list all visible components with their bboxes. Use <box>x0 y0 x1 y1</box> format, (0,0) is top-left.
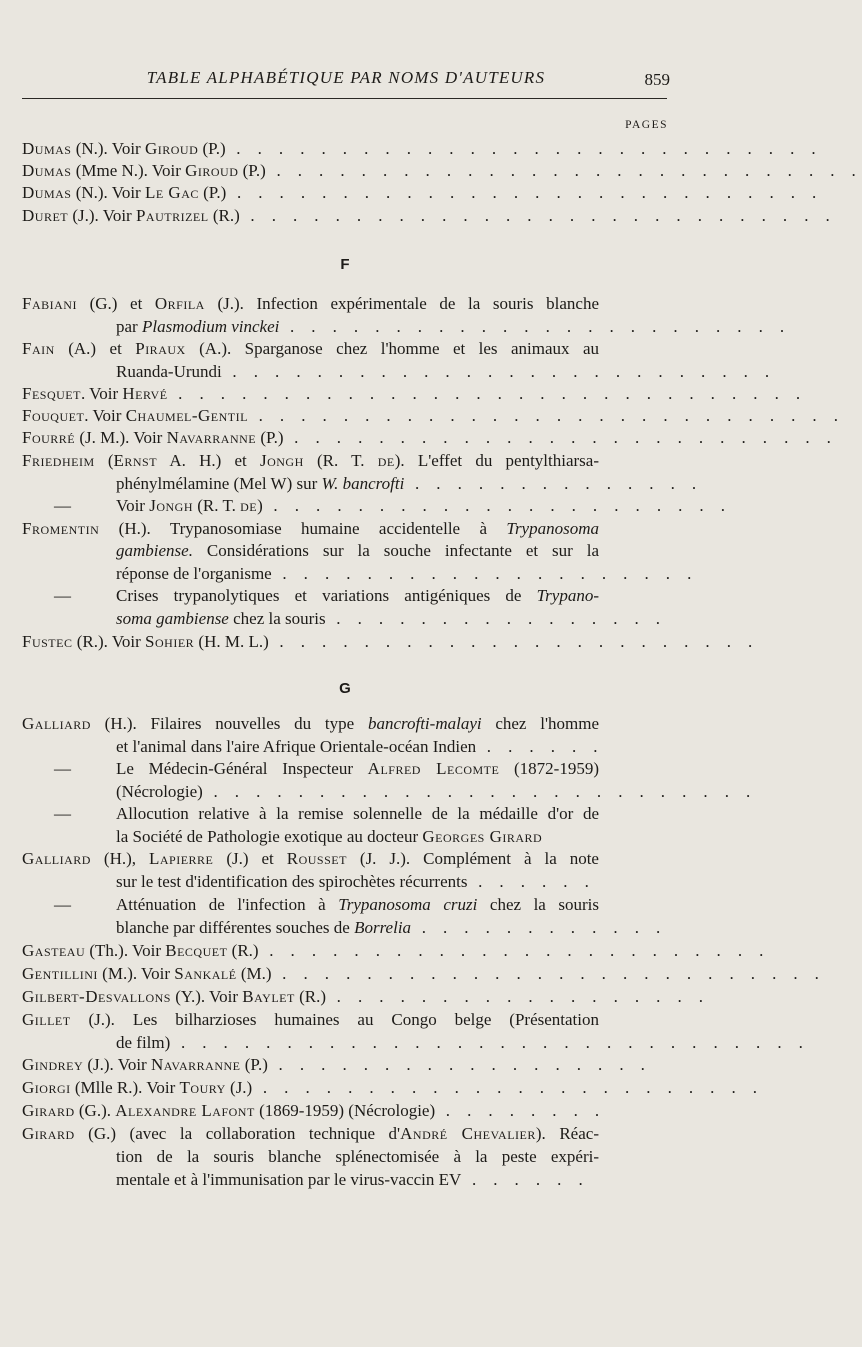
running-title: TABLE ALPHABÉTIQUE PAR NOMS D'AUTEURS <box>146 68 546 87</box>
leader-dots: . . . . . . . . . . . . . . . . . . . . . . <box>262 496 732 515</box>
index-entry: Fourré (J. M.). Voir Navarranne (P.) . . . . . . . . . . . . . . . . . . . . . . . . . . <box>22 428 838 447</box>
leader-dots: . . . . . . . . . . . . . . . . . . . . . . . . . . <box>283 428 838 447</box>
index-entry-continuation: (Nécrologie) . . . . . . . . . . . . . . . . . . . . . . . . . . <box>116 782 757 801</box>
leader-dots: . . . . . . . . . . . . . . . . . . . . . . . . . . . . . . <box>167 384 807 403</box>
leader-dots: . . . . . . <box>467 872 596 891</box>
leader-dots: . . . . . . . . . . . . . . . . . . . . . . . . . . . . . . <box>170 1033 810 1052</box>
index-subentry: — Voir Jongh (R. T. de) . . . . . . . . . . . . . . . . . . . . . . <box>54 496 732 515</box>
index-subentry: — Crises trypanolytiques et variations antigéniques de Trypano- <box>54 586 599 605</box>
leader-dots: . . . . . . . . . . . . . . . . . . . . . . . . <box>252 1078 764 1097</box>
index-entry: Gentillini (M.). Voir Sankalé (M.) . . . . . . . . . . . . . . . . . . . . . . . . . . <box>22 964 826 983</box>
header-rule <box>22 98 667 99</box>
leader-dots: . . . . . . . . . . . . . . . . . . . . . . . . . . . . <box>265 161 862 180</box>
index-entry: Fain (A.) et Piraux (A.). Sparganose chez l'homme et les animaux au <box>22 339 599 358</box>
index-entry: Gilbert-Desvallons (Y.). Voir Baylet (R.) . . . . . . . . . . . . . . . . . . <box>22 987 710 1006</box>
index-entry-continuation: réponse de l'organisme . . . . . . . . . . . . . . . . . . . . <box>116 564 698 583</box>
section-letter-f: F <box>340 256 350 273</box>
index-entry: Girard (G.). Alexandre Lafont (1869-1959) (Nécrologie) . . . . . . . . <box>22 1101 606 1120</box>
index-entry: Galliard (H.), Lapierre (J.) et Rousset (J. J.). Complément à la note <box>22 849 599 868</box>
index-entry-continuation: et l'animal dans l'aire Afrique Orientale-océan Indien . . . . . . <box>116 737 604 756</box>
leader-dots: . . . . . . . . . . . . . . . . . . . . . . . . <box>258 941 770 960</box>
leader-dots: . . . . . . . . . . . . . . . . . . . . <box>271 564 698 583</box>
index-entry: Dumas (N.). Voir Giroud (P.) . . . . . . . . . . . . . . . . . . . . . . . . . . . . <box>22 139 823 158</box>
leader-dots: . . . . . . . . . . . . . . . . . . . . . . . . . . <box>221 362 776 381</box>
index-entry: Giorgi (Mlle R.). Voir Toury (J.) . . . . . . . . . . . . . . . . . . . . . . . . <box>22 1078 764 1097</box>
leader-dots: . . . . . . . . . . . . . . . . . . . . . . . . . . <box>202 782 757 801</box>
index-entry: Fabiani (G.) et Orfila (J.). Infection expérimentale de la souris blanche <box>22 294 599 313</box>
index-entry: Gasteau (Th.). Voir Becquet (R.) . . . . . . . . . . . . . . . . . . . . . . . . <box>22 941 770 960</box>
index-entry: Girard (G.) (avec la collaboration technique d'André Chevalier). Réac- <box>22 1124 599 1143</box>
index-entry: Fouquet. Voir Chaumel-Gentil . . . . . . . . . . . . . . . . . . . . . . . . . . . . <box>22 406 845 425</box>
index-entry-continuation: Ruanda-Urundi . . . . . . . . . . . . . . . . . . . . . . . . . . <box>116 362 776 381</box>
index-entry: Fustec (R.). Voir Sohier (H. M. L.) . . . . . . . . . . . . . . . . . . . . . . . <box>22 632 759 651</box>
leader-dots: . . . . . . . . . . . . . . . . . . . . . . . . . . . . <box>239 206 837 225</box>
index-entry-continuation: de film) . . . . . . . . . . . . . . . . . . . . . . . . . . . . . . <box>116 1033 810 1052</box>
index-entry: Galliard (H.). Filaires nouvelles du type bancrofti-malayi chez l'homme <box>22 714 600 733</box>
leader-dots: . . . . . . . . . . . . . . . . . . . . . . . . <box>279 317 791 336</box>
leader-dots: . . . . . . . . . . . . . . . . . . <box>326 987 710 1006</box>
index-entry-continuation: sur le test d'identification des spirochètes récurrents . . . . . . <box>116 872 596 891</box>
leader-dots: . . . . . . . . . . . . . . . . <box>325 609 667 628</box>
index-entry-continuation: gambiense. Considérations sur la souche infectante et sur la <box>116 541 599 560</box>
index-entry-continuation: blanche par différentes souches de Borrelia . . . . . . . . . . . . <box>116 918 667 937</box>
index-entry: Fesquet. Voir Hervé . . . . . . . . . . . . . . . . . . . . . . . . . . . . . . <box>22 384 807 403</box>
leader-dots: . . . . . . . . . . . . . . . . . . . . . . . . . . <box>271 964 826 983</box>
section-letter-g: G <box>339 680 351 697</box>
leader-dots: . . . . . . . . . . . . . . . . . . . . . . . <box>268 632 759 651</box>
index-entry-continuation: la Société de Pathologie exotique au docteur Georges Girard <box>116 827 543 846</box>
index-entry: Friedheim (Ernst A. H.) et Jongh (R. T. de). L'effet du pentylthiarsa- <box>22 451 599 470</box>
leader-dots: . . . . . . . . . . . . <box>411 918 667 937</box>
page-number: 859 <box>644 70 670 89</box>
leader-dots: . . . . . . . . . . . . . . . . . . . . . . . . . . . . <box>225 139 823 158</box>
index-entry: Dumas (N.). Voir Le Gac (P.) . . . . . . . . . . . . . . . . . . . . . . . . . . . . <box>22 183 823 202</box>
index-entry: Dumas (Mme N.). Voir Giroud (P.) . . . . . . . . . . . . . . . . . . . . . . . . . . . . <box>22 161 862 180</box>
index-entry-continuation: par Plasmodium vinckei . . . . . . . . . . . . . . . . . . . . . . . . <box>116 317 791 336</box>
index-entry: Fromentin (H.). Trypanosomiase humaine accidentelle à Trypanosoma <box>22 519 599 538</box>
leader-dots: . . . . . . . . . . . . . . <box>404 474 703 493</box>
page-header <box>22 68 670 98</box>
index-entry: Gindrey (J.). Voir Navarranne (P.) . . . . . . . . . . . . . . . . . . <box>22 1055 652 1074</box>
leader-dots: . . . . . . . . . . . . . . . . . . . . . . . . . . . . <box>226 183 823 202</box>
leader-dots: . . . . . . <box>476 737 604 756</box>
index-entry: Duret (J.). Voir Pautrizel (R.) . . . . . . . . . . . . . . . . . . . . . . . . . . . . <box>22 206 837 225</box>
index-subentry: — Le Médecin-Général Inspecteur Alfred Lecomte (1872-1959) <box>54 759 599 778</box>
index-entry-continuation: mentale et à l'immunisation par le virus-vaccin EV . . . . . . <box>116 1170 590 1189</box>
index-entry-continuation: tion de la souris blanche splénectomisée à la peste expéri- <box>116 1147 599 1166</box>
index-entry-continuation: phénylmélamine (Mel W) sur W. bancrofti . . . . . . . . . . . . . . <box>116 474 703 493</box>
leader-dots: . . . . . . . . <box>435 1101 606 1120</box>
index-subentry: — Atténuation de l'infection à Trypanosoma cruzi chez la souris <box>54 895 600 914</box>
index-entry-continuation: soma gambiense chez la souris . . . . . . . . . . . . . . . . <box>116 609 667 628</box>
leader-dots: . . . . . . . . . . . . . . . . . . . . . . . . . . . . <box>247 406 845 425</box>
index-subentry: — Allocution relative à la remise solennelle de la médaille d'or de <box>54 804 599 823</box>
pages-column-label: PAGES <box>625 119 668 131</box>
leader-dots: . . . . . . <box>461 1170 590 1189</box>
leader-dots: . . . . . . . . . . . . . . . . . . <box>267 1055 652 1074</box>
index-entry: Gillet (J.). Les bilharzioses humaines au Congo belge (Présentation <box>22 1010 599 1029</box>
